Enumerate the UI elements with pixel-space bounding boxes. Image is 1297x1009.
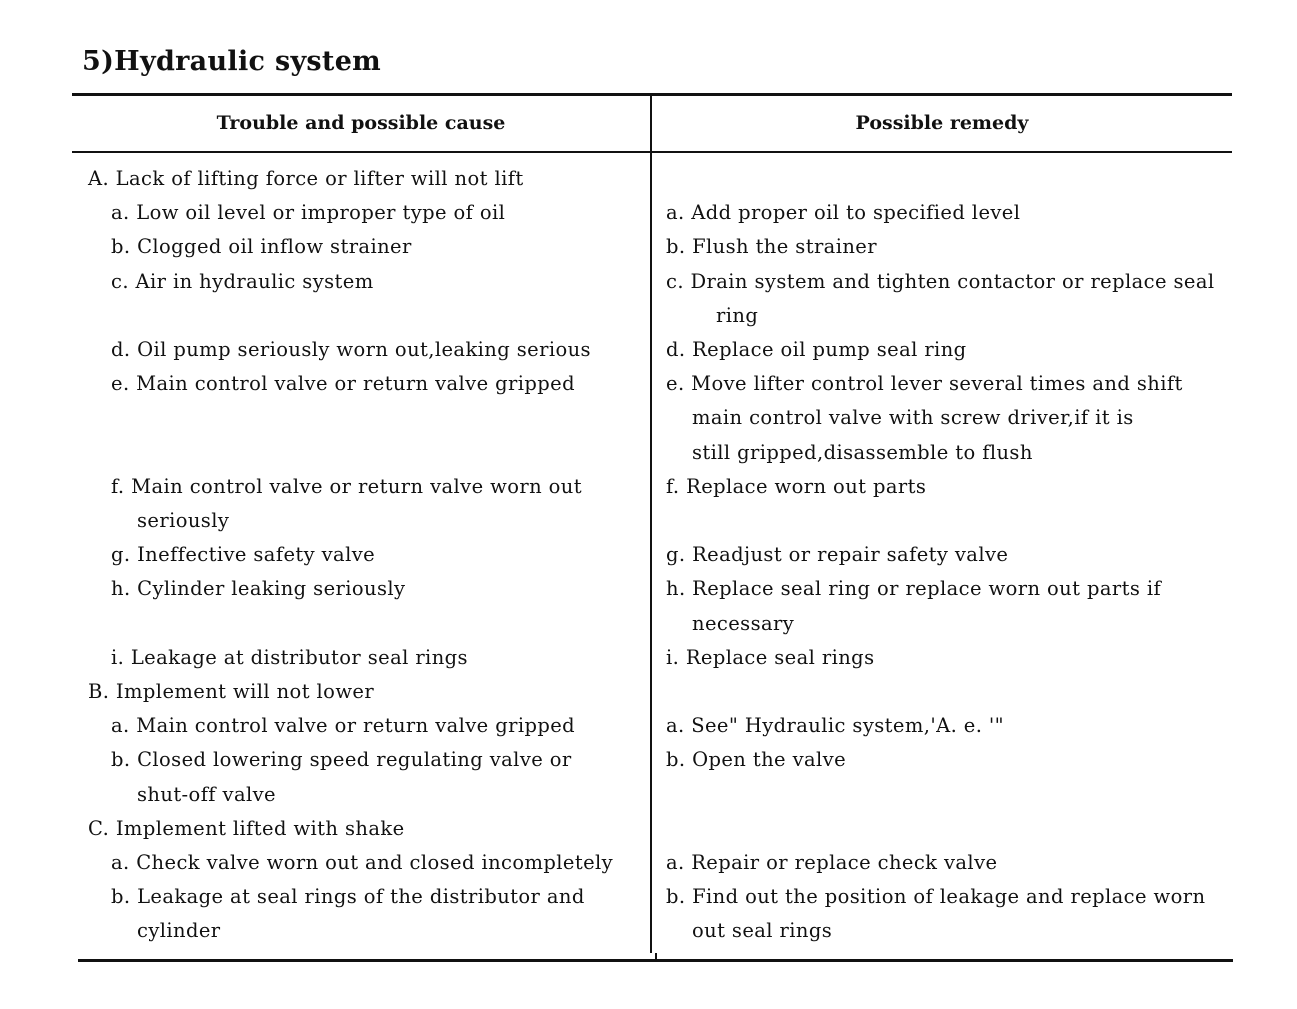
remedy-text: b. Flush the strainer: [666, 235, 877, 258]
cause-text: g. Ineffective safety valve: [111, 543, 376, 566]
remedy-text: h. Replace seal ring or replace worn out parts if: [666, 577, 1162, 600]
remedy-text: a. Add proper oil to specified level: [666, 201, 1021, 224]
remedy-text: b. Open the valve: [666, 748, 847, 771]
column-header-remedy: Possible remedy: [855, 112, 1029, 134]
cause-text: d. Oil pump seriously worn out,leaking serious: [111, 338, 591, 361]
cause-text-continuation: seriously: [137, 509, 230, 532]
remedy-text: e. Move lifter control lever several times and shift: [666, 372, 1183, 395]
cause-text: f. Main control valve or return valve worn out: [111, 475, 582, 498]
table-header-rule: [72, 151, 1232, 153]
cause-text: c. Air in hydraulic system: [111, 270, 374, 293]
table-top-rule: [72, 93, 1232, 96]
column-header-cause: Trouble and possible cause: [216, 112, 506, 134]
cause-text: b. Closed lowering speed regulating valve or: [111, 748, 572, 771]
remedy-text-continuation: still gripped,disassemble to flush: [692, 441, 1033, 464]
cause-text: b. Leakage at seal rings of the distributor and: [111, 885, 585, 908]
group-heading: A. Lack of lifting force or lifter will not lift: [88, 167, 524, 190]
remedy-text-continuation: necessary: [692, 612, 795, 635]
cause-text-continuation: cylinder: [137, 919, 221, 942]
cause-text: i. Leakage at distributor seal rings: [111, 646, 468, 669]
remedy-text: b. Find out the position of leakage and replace worn: [666, 885, 1206, 908]
cause-text-continuation: shut-off valve: [137, 783, 276, 806]
remedy-text-continuation: out seal rings: [692, 919, 833, 942]
group-heading: B. Implement will not lower: [88, 680, 375, 703]
group-heading: C. Implement lifted with shake: [88, 817, 405, 840]
cause-text: a. Check valve worn out and closed incompletely: [111, 851, 614, 874]
remedy-text: a. See" Hydraulic system,'A. e. '": [666, 714, 1005, 737]
cause-text: e. Main control valve or return valve gripped: [111, 372, 575, 395]
table-column-divider: [650, 95, 652, 953]
remedy-text: c. Drain system and tighten contactor or replace seal: [666, 270, 1215, 293]
cause-text: a. Low oil level or improper type of oil: [111, 201, 506, 224]
remedy-text: i. Replace seal rings: [666, 646, 875, 669]
cause-text: b. Clogged oil inflow strainer: [111, 235, 412, 258]
cause-text: a. Main control valve or return valve gripped: [111, 714, 576, 737]
remedy-text: f. Replace worn out parts: [666, 475, 927, 498]
remedy-text: g. Readjust or repair safety valve: [666, 543, 1009, 566]
remedy-text: a. Repair or replace check valve: [666, 851, 998, 874]
remedy-text-continuation: ring: [716, 304, 759, 327]
cause-text: h. Cylinder leaking seriously: [111, 577, 406, 600]
table-bottom-rule: [78, 959, 1233, 962]
remedy-text: d. Replace oil pump seal ring: [666, 338, 967, 361]
section-title: 5)Hydraulic system: [82, 46, 382, 77]
remedy-text-continuation: main control valve with screw driver,if it is: [692, 406, 1134, 429]
